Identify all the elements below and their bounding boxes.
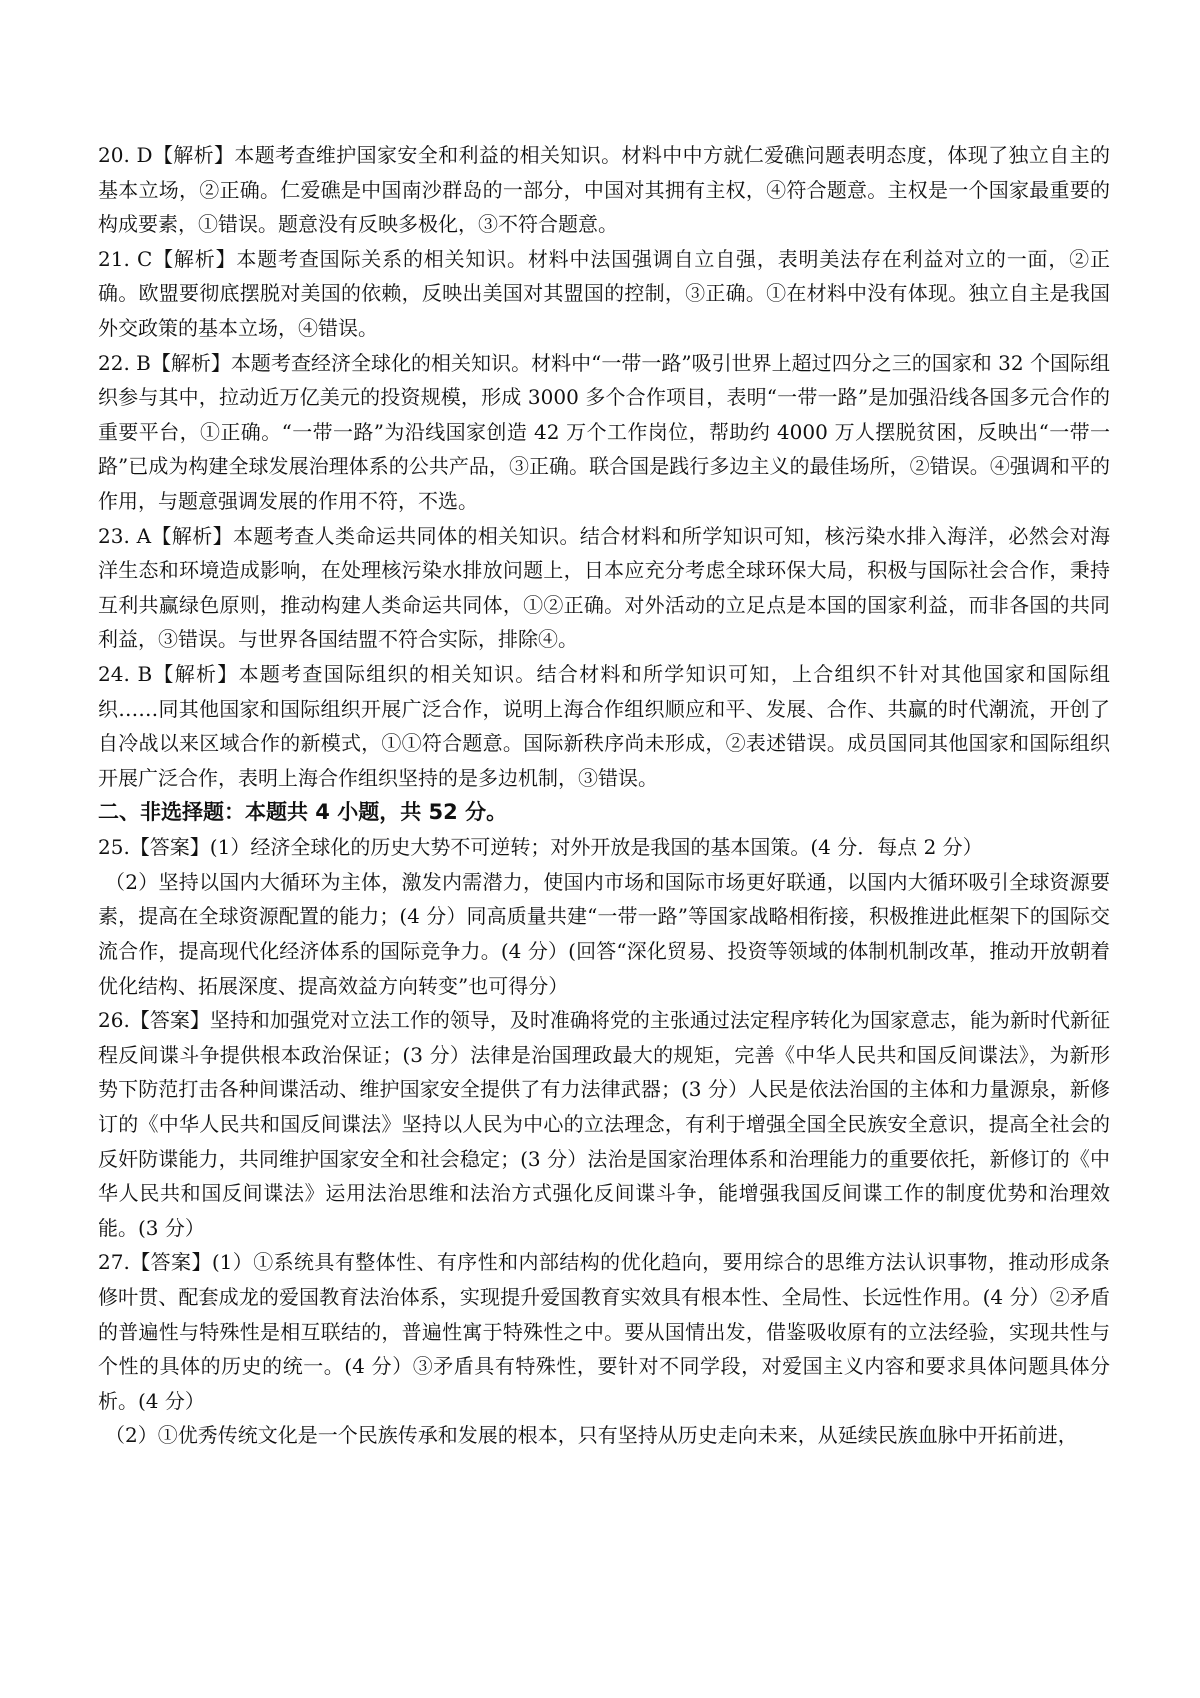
answer-q27-part1: 27.【答案】(1）①系统具有整体性、有序性和内部结构的优化趋向，要用综合的思维方法认识事物，推动形成条修叶贯、配套成龙的爱国教育法治体系，实现提升爱国教育实效具有根本性、全局性、长远性作用。(4 分）②矛盾的普遍性与特殊性是相互联结的，普遍性寓于特殊性之中。要从国情出发，借鉴吸收原有的立法经验，实现共性与个性的具体的历史的统一。(4 分）③矛盾具有特殊性，要针对不同学段，对爱国主义内容和要求具体问题具体分析。(4 分） (98, 1250, 1110, 1413)
answer-explanation-q20: 20. D【解析】本题考查维护国家安全和利益的相关知识。材料中中方就仁爱礁问题表明态度，体现了独立自主的基本立场，②正确。仁爱礁是中国南沙群岛的一部分，中国对其拥有主权，④符合题意。主权是一个国家最重要的构成要素，①错误。题意没有反映多极化，③不符合题意。 (98, 143, 1110, 237)
answer-q25-part1: 25.【答案】(1）经济全球化的历史大势不可逆转；对外开放是我国的基本国策。(4 分．每点 2 分） (98, 835, 983, 860)
answer-q27-part2: （2）①优秀传统文化是一个民族传承和发展的根本，只有坚持从历史走向未来，从延续民族血脉中开拓前进， (105, 1423, 1078, 1448)
answer-q26: 26.【答案】坚持和加强党对立法工作的领导，及时准确将党的主张通过法定程序转化为国家意志，能为新时代新征程反间谍斗争提供根本政治保证；(3 分）法律是治国理政最大的规矩，完善《中华人民共和国反间谍法》，为新形势下防范打击各种间谍活动、维护国家安全提供了有力法律武器；(3 分）人民是依法治国的主体和力量源泉，新修订的《中华人民共和国反间谍法》坚持以人民为中心的立法理念，有利于增强全国全民族安全意识，提高全社会的反奸防谍能力，共同维护国家安全和社会稳定；(3 分）法治是国家治理体系和治理能力的重要依托，新修订的《中华人民共和国反间谍法》运用法治思维和法治方式强化反间谍斗争，能增强我国反间谍工作的制度优势和治理效能。(3 分） (98, 1008, 1110, 1240)
answer-explanation-q23: 23. A【解析】本题考查人类命运共同体的相关知识。结合材料和所学知识可知，核污染水排入海洋，必然会对海洋生态和环境造成影响，在处理核污染水排放问题上，日本应充分考虑全球环保大局，积极与国际社会合作，秉持互利共赢绿色原则，推动构建人类命运共同体，①②正确。对外活动的立足点是本国的国家利益，而非各国的共同利益，③错误。与世界各国结盟不符合实际，排除④。 (98, 523, 1110, 652)
answer-explanation-q21: 21. C【解析】本题考查国际关系的相关知识。材料中法国强调自立自强，表明美法存在利益对立的一面，②正确。欧盟要彻底摆脱对美国的依赖，反映出美国对其盟国的控制，③正确。①在材料中没有体现。独立自主是我国外交政策的基本立场，④错误。 (98, 246, 1110, 340)
answer-explanation-q24: 24. B【解析】本题考查国际组织的相关知识。结合材料和所学知识可知，上合组织不针对其他国家和国际组织……同其他国家和国际组织开展广泛合作，说明上海合作组织顺应和平、发展、合作、共赢的时代潮流，开创了自冷战以来区域合作的新模式，①①符合题意。国际新秩序尚未形成，②表述错误。成员国同其他国家和国际组织开展广泛合作，表明上海合作组织坚持的是多边机制，③错误。 (98, 661, 1110, 790)
answer-explanation-q22: 22. B【解析】本题考查经济全球化的相关知识。材料中“一带一路”吸引世界上超过四分之三的国家和 32 个国际组织参与其中，拉动近万亿美元的投资规模，形成 3000 多个合作项目，表明“一带一路”是加强沿线各国多元合作的重要平台，①正确。“一带一路”为沿线国家创造 42 万个工作岗位，帮助约 4000 万人摆脱贫困，反映出“一带一路”已成为构建全球发展治理体系的公共产品，③正确。联合国是践行多边主义的最佳场所，②错误。④强调和平的作用，与题意强调发展的作用不符，不选。 (98, 350, 1110, 513)
answer-q25-part2: （2）坚持以国内大循环为主体，激发内需潜力，使国内市场和国际市场更好联通，以国内大循环吸引全球资源要素，提高在全球资源配置的能力；(4 分）同高质量共建“一带一路”等国家战略相衔接，积极推进此框架下的国际交流合作，提高现代化经济体系的国际竞争力。(4 分）(回答“深化贸易、投资等领域的体制机制改革，推动开放朝着优化结构、拓展深度、提高效益方向转变”也可得分） (98, 869, 1110, 998)
answer-key-page (98, 138, 1110, 1453)
section-heading: 二、非选择题：本题共 4 小题，共 52 分。 (98, 800, 508, 825)
